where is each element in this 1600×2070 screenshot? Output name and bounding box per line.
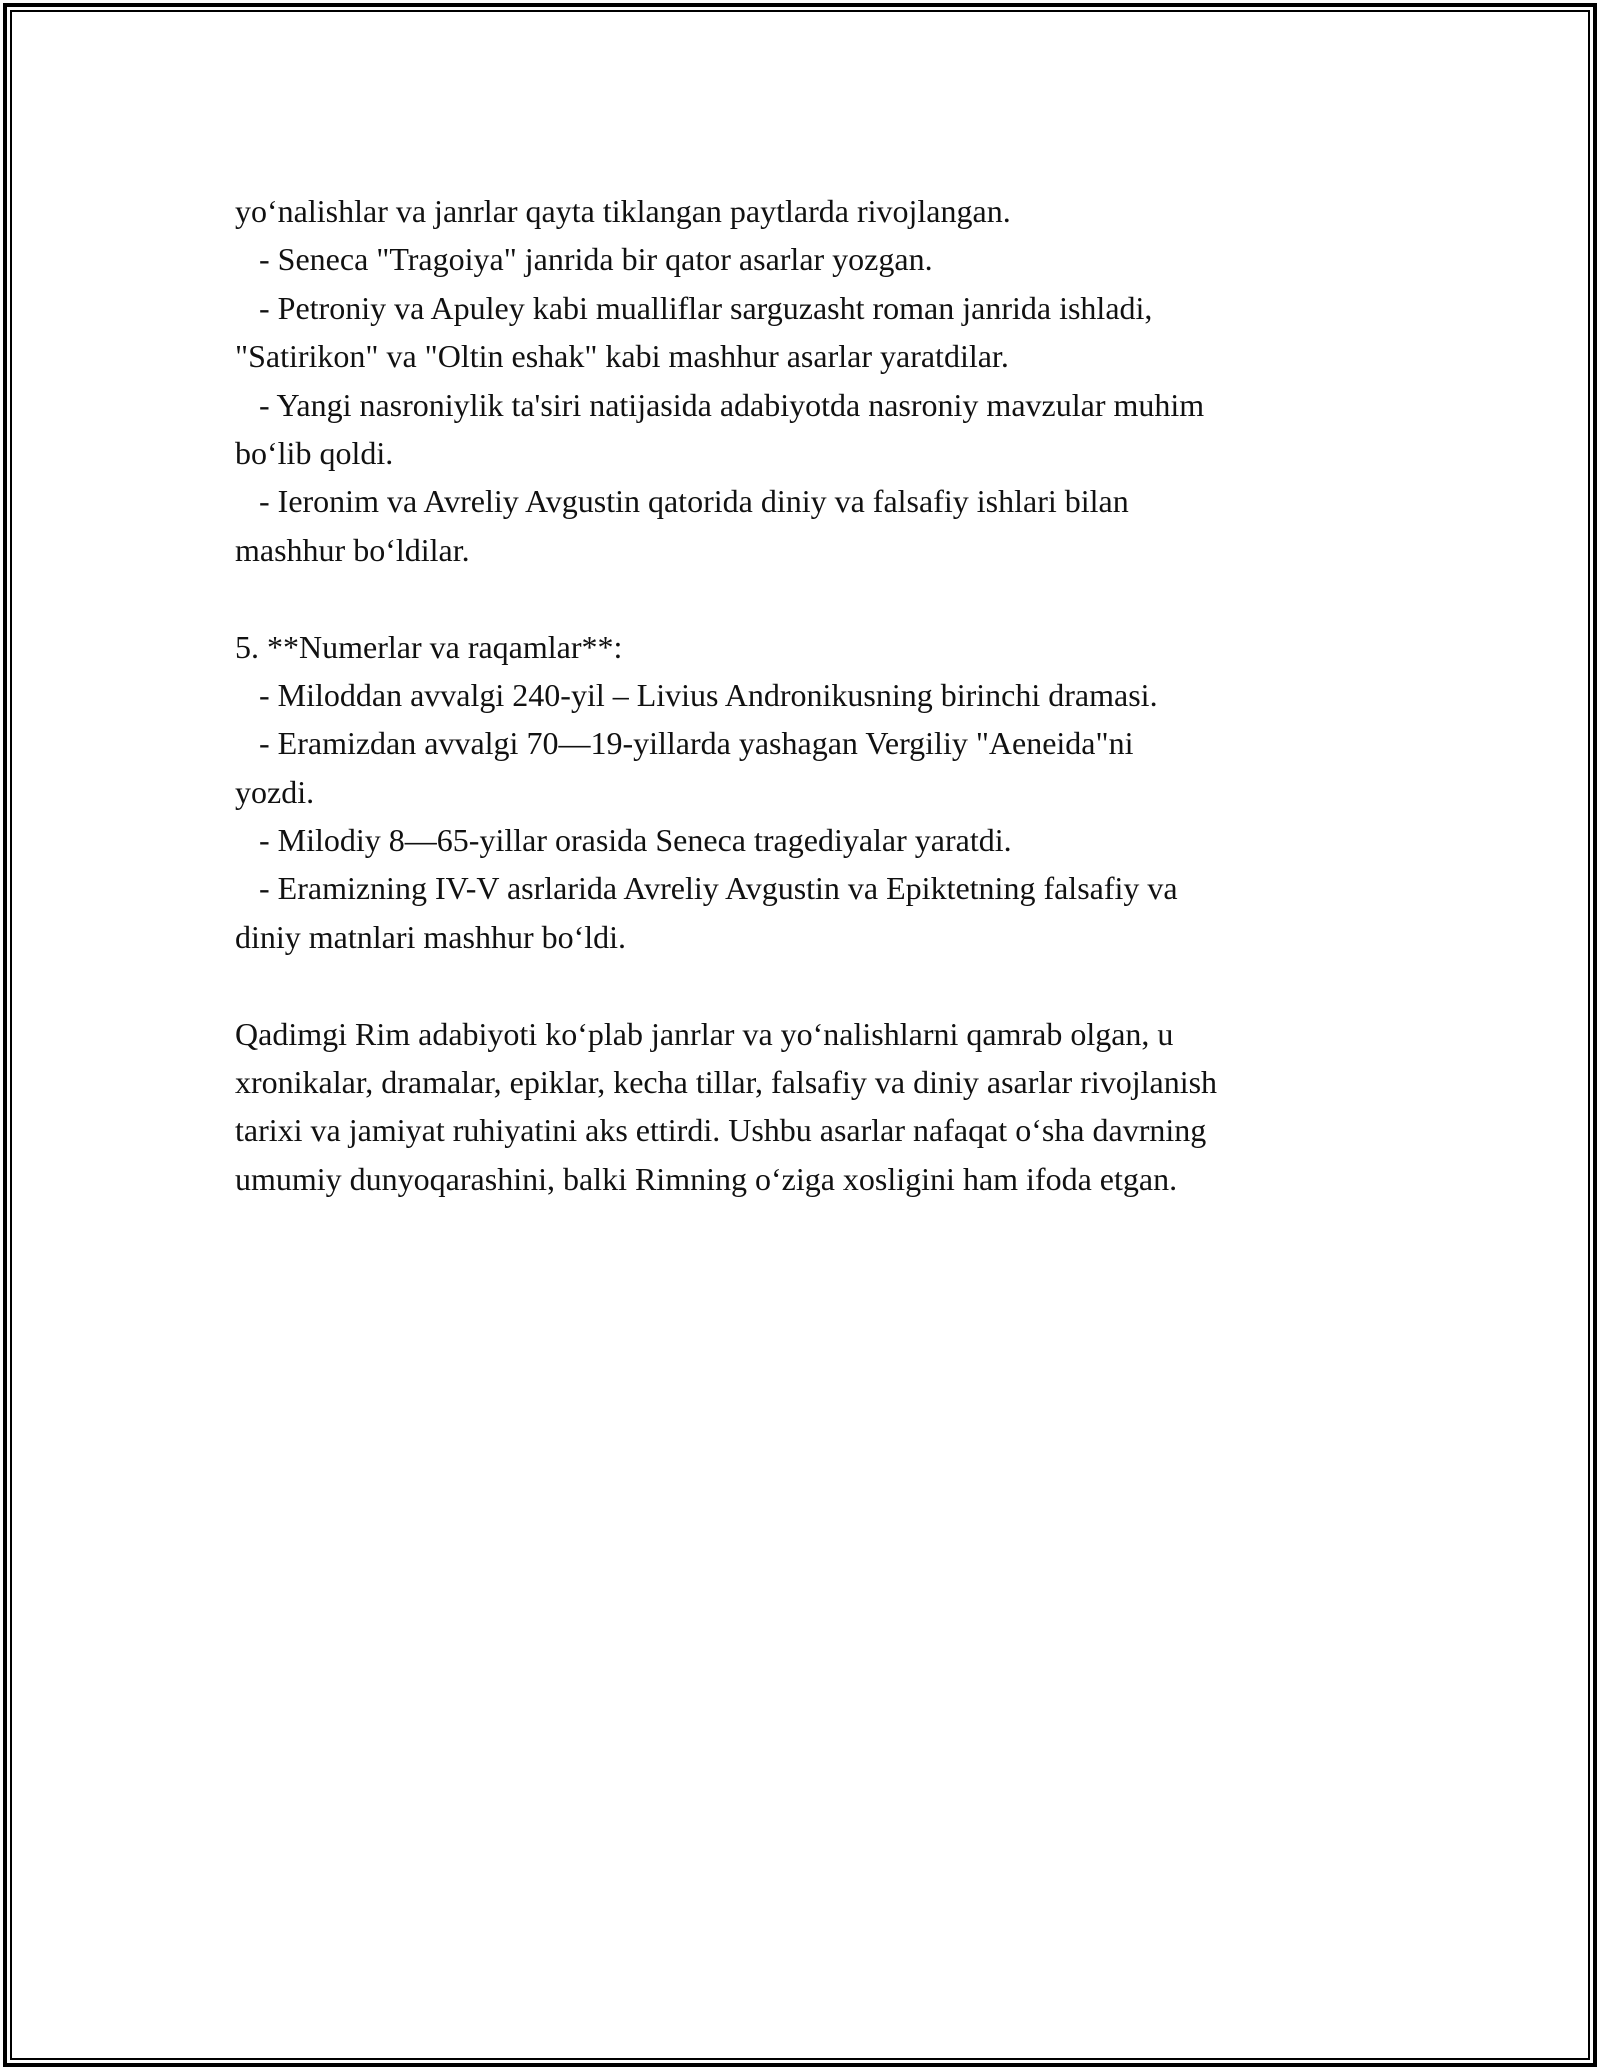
list-item: - Milodiy 8—65-yillar orasida Seneca tragediyalar yaratdi. <box>235 822 1012 859</box>
list-item: - Ieronim va Avreliy Avgustin qatorida diniy va falsafiy ishlari bilan <box>235 483 1129 520</box>
text-line: yo‘nalishlar va janrlar qayta tiklangan paytlarda rivojlangan. <box>235 193 1011 229</box>
paragraph-line: xronikalar, dramalar, epiklar, kecha tillar, falsafiy va diniy asarlar rivojlanish <box>235 1064 1218 1101</box>
blank-line <box>235 574 1395 622</box>
list-item: - Eramizning IV-V asrlarida Avreliy Avgustin va Epiktetning falsafiy va <box>235 870 1178 907</box>
blank-line <box>235 961 1395 1009</box>
paragraph-line: tarixi va jamiyat ruhiyatini aks ettirdi. Ushbu asarlar nafaqat o‘sha davrning <box>235 1112 1207 1149</box>
text-line: bo‘lib qoldi. <box>235 434 394 471</box>
list-item: - Seneca "Tragoiya" janrida bir qator asarlar yozgan. <box>235 241 933 278</box>
list-item: - Yangi nasroniylik ta'siri natijasida adabiyotda nasroniy mavzular muhim <box>235 386 1205 423</box>
text-line: diniy matnlari mashhur bo‘ldi. <box>235 918 627 955</box>
text-line: mashhur bo‘ldilar. <box>235 531 470 568</box>
list-item: - Petroniy va Apuley kabi mualliflar sarguzasht roman janrida ishladi, <box>235 289 1153 326</box>
text-line: "Satirikon" va "Oltin eshak" kabi mashhur asarlar yaratdilar. <box>235 338 1009 375</box>
text-line: yozdi. <box>235 773 315 810</box>
section-heading: 5. **Numerlar va raqamlar**: <box>235 628 623 665</box>
list-item: - Eramizdan avvalgi 70—19-yillarda yashagan Vergiliy "Aeneida"ni <box>235 725 1134 762</box>
paragraph-line: umumiy dunyoqarashini, balki Rimning o‘ziga xosligini ham ifoda etgan. <box>235 1160 1178 1197</box>
document-text <box>235 187 1395 1203</box>
list-item: - Miloddan avvalgi 240-yil – Livius Andronikusning birinchi dramasi. <box>235 676 1158 713</box>
paragraph-line: Qadimgi Rim adabiyoti ko‘plab janrlar va yo‘nalishlarni qamrab olgan, u <box>235 1015 1174 1052</box>
